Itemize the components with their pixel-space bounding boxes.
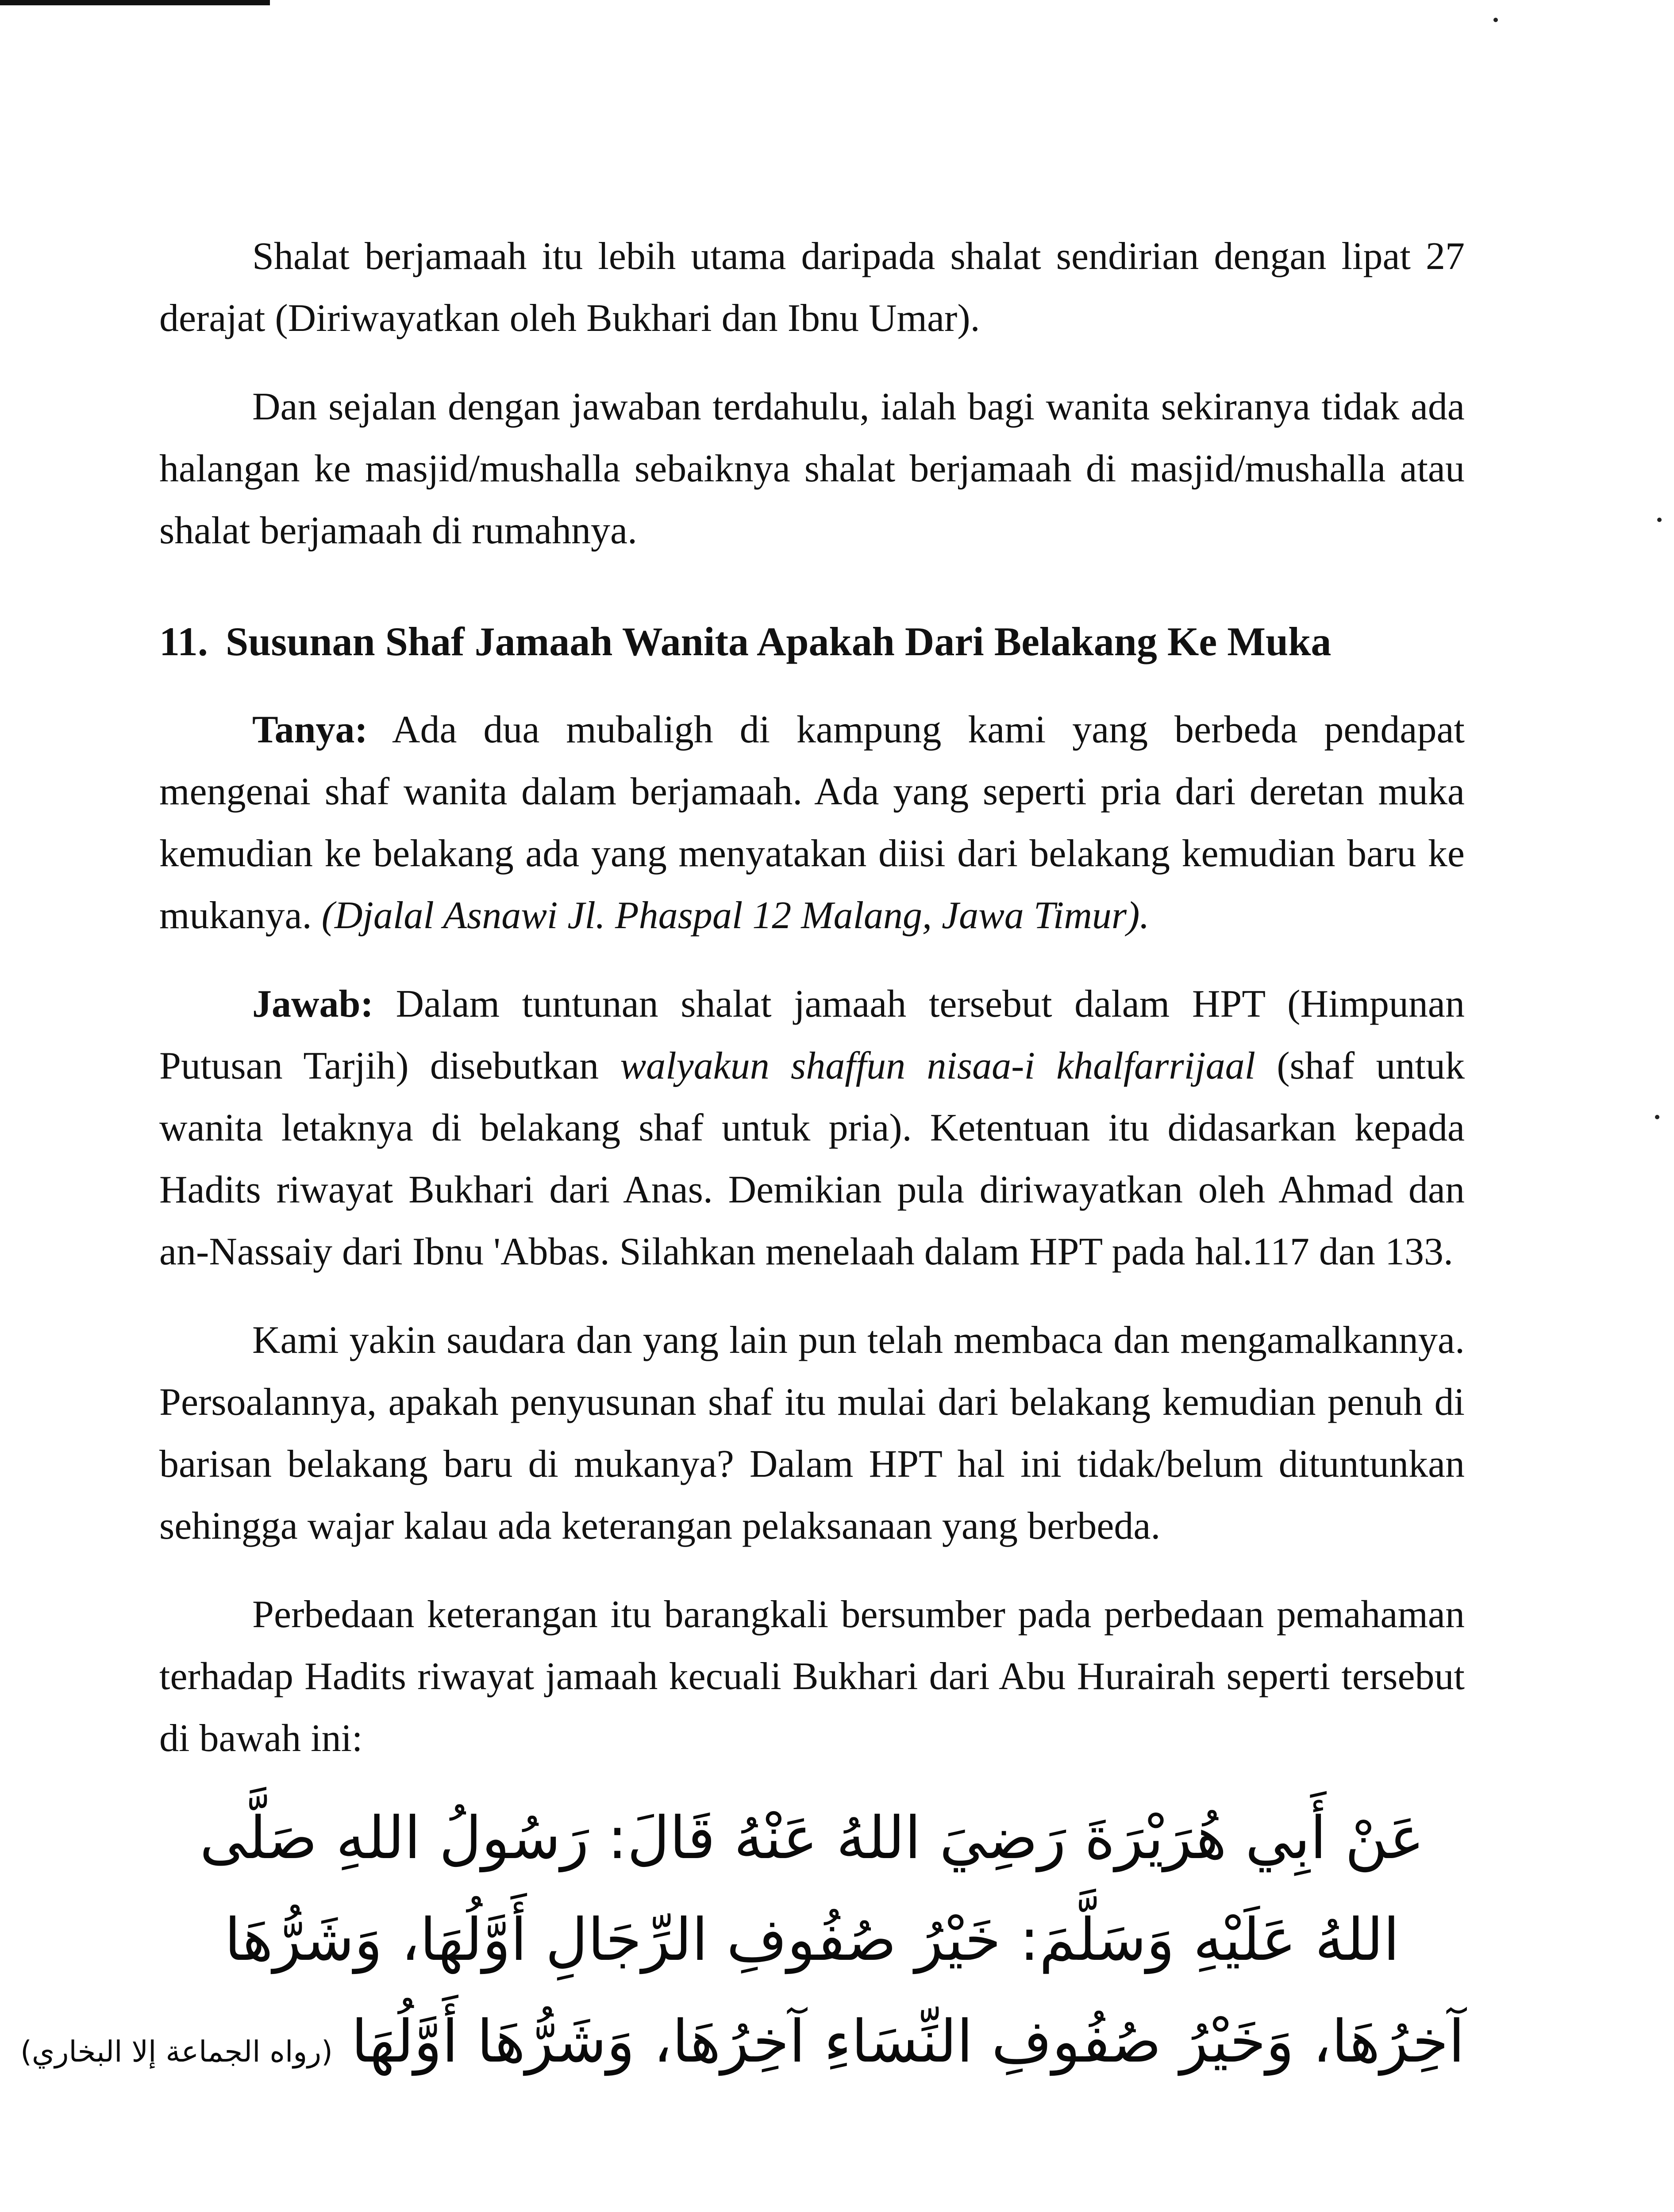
paragraph-perbedaan: Perbedaan keterangan itu barangkali bersumber pada perbedaan pemahaman terhadap Hadits riwayat jamaah kecuali Bukhari dari Abu Hurairah seperti tersebut di bawah ini: <box>159 1593 1465 1760</box>
section-title: Susunan Shaf Jamaah Wanita Apakah Dari Belakang Ke Muka <box>226 619 1332 664</box>
section-number: 11. <box>159 619 208 664</box>
section-heading <box>159 611 1465 672</box>
question-text: Ada dua mubaligh di kampung kami yang berbeda pendapat mengenai shaf wanita dalam berjamaah. Ada yang seperti pria dari deretan muka kemudian ke belakang ada yang menyatakan diisi dari belakang kemudian baru ke mukanya. <box>159 708 1465 937</box>
answer-paragraph <box>159 973 1465 1283</box>
question-paragraph <box>159 699 1465 947</box>
answer-term: walyakun shaffun nisaa-i khalfarrijaal <box>620 1045 1256 1087</box>
question-source: (Djalal Asnawi Jl. Phaspal 12 Malang, Jawa Timur). <box>321 894 1150 937</box>
hadith-line-3-text: آخِرُهَا، وَخَيْرُ صُفُوفِ النِّسَاءِ آخِرُهَا، وَشَرُّهَا أَوَّلُهَا <box>351 2008 1465 2076</box>
top-rule <box>0 0 270 5</box>
hadith-line-1: عَنْ أَبِي هُرَيْرَةَ رَضِيَ اللهُ عَنْهُ قَالَ: رَسُولُ اللهِ صَلَّى <box>200 1804 1424 1872</box>
hadith-line-2: اللهُ عَلَيْهِ وَسَلَّمَ: خَيْرُ صُفُوفِ الرِّجَالِ أَوَّلُهَا، وَشَرُّهَا <box>224 1906 1400 1974</box>
answer-text-after: (shaf untuk wanita letaknya di belakang shaf untuk pria). Ketentuan itu didasarkan kepada Hadits riwayat Bukhari dari Anas. Demikian pula diriwayatkan oleh Ahmad dan an-Nassaiy dari Ibnu 'Abbas. Silahkan menelaah dalam HPT pada hal.117 dan 133. <box>159 1045 1465 1273</box>
paragraph-kami-yakin: Kami yakin saudara dan yang lain pun telah membaca dan mengamalkannya. Persoalannya, apakah penyusunan shaf itu mulai dari belakang kemudian penuh di barisan belakang baru di mukanya? Dalam HPT hal ini tidak/belum dituntunkan sehingga wajar kalau ada keterangan pelaksanaan yang berbeda. <box>159 1319 1465 1548</box>
question-label: Tanya: <box>252 708 368 751</box>
hadith-line-3 <box>20 1991 1465 2103</box>
paragraph-shalat-berjamaah: Shalat berjamaah itu lebih utama daripada shalat sendirian dengan lipat 27 derajat (Diriwayatkan oleh Bukhari dan Ibnu Umar). <box>159 235 1465 340</box>
scan-speck <box>1655 1115 1659 1119</box>
hadith-reference: (رواه الجماعة إلا البخاري) <box>20 2035 333 2069</box>
answer-label: Jawab: <box>252 983 373 1025</box>
answer-text-before: Dalam tuntunan shalat jamaah tersebut dalam HPT (Himpunan Putusan Tarjih) disebutkan <box>159 983 1465 1087</box>
scan-speck <box>1657 518 1662 522</box>
scan-speck <box>1493 18 1498 22</box>
hadith-arabic-text <box>20 1787 1465 2103</box>
page-body <box>20 226 1465 2103</box>
paragraph-wanita-masjid: Dan sejalan dengan jawaban terdahulu, ialah bagi wanita sekiranya tidak ada halangan ke masjid/mushalla sebaiknya shalat berjamaah di masjid/mushalla atau shalat berjamaah di rumahnya. <box>159 385 1465 552</box>
